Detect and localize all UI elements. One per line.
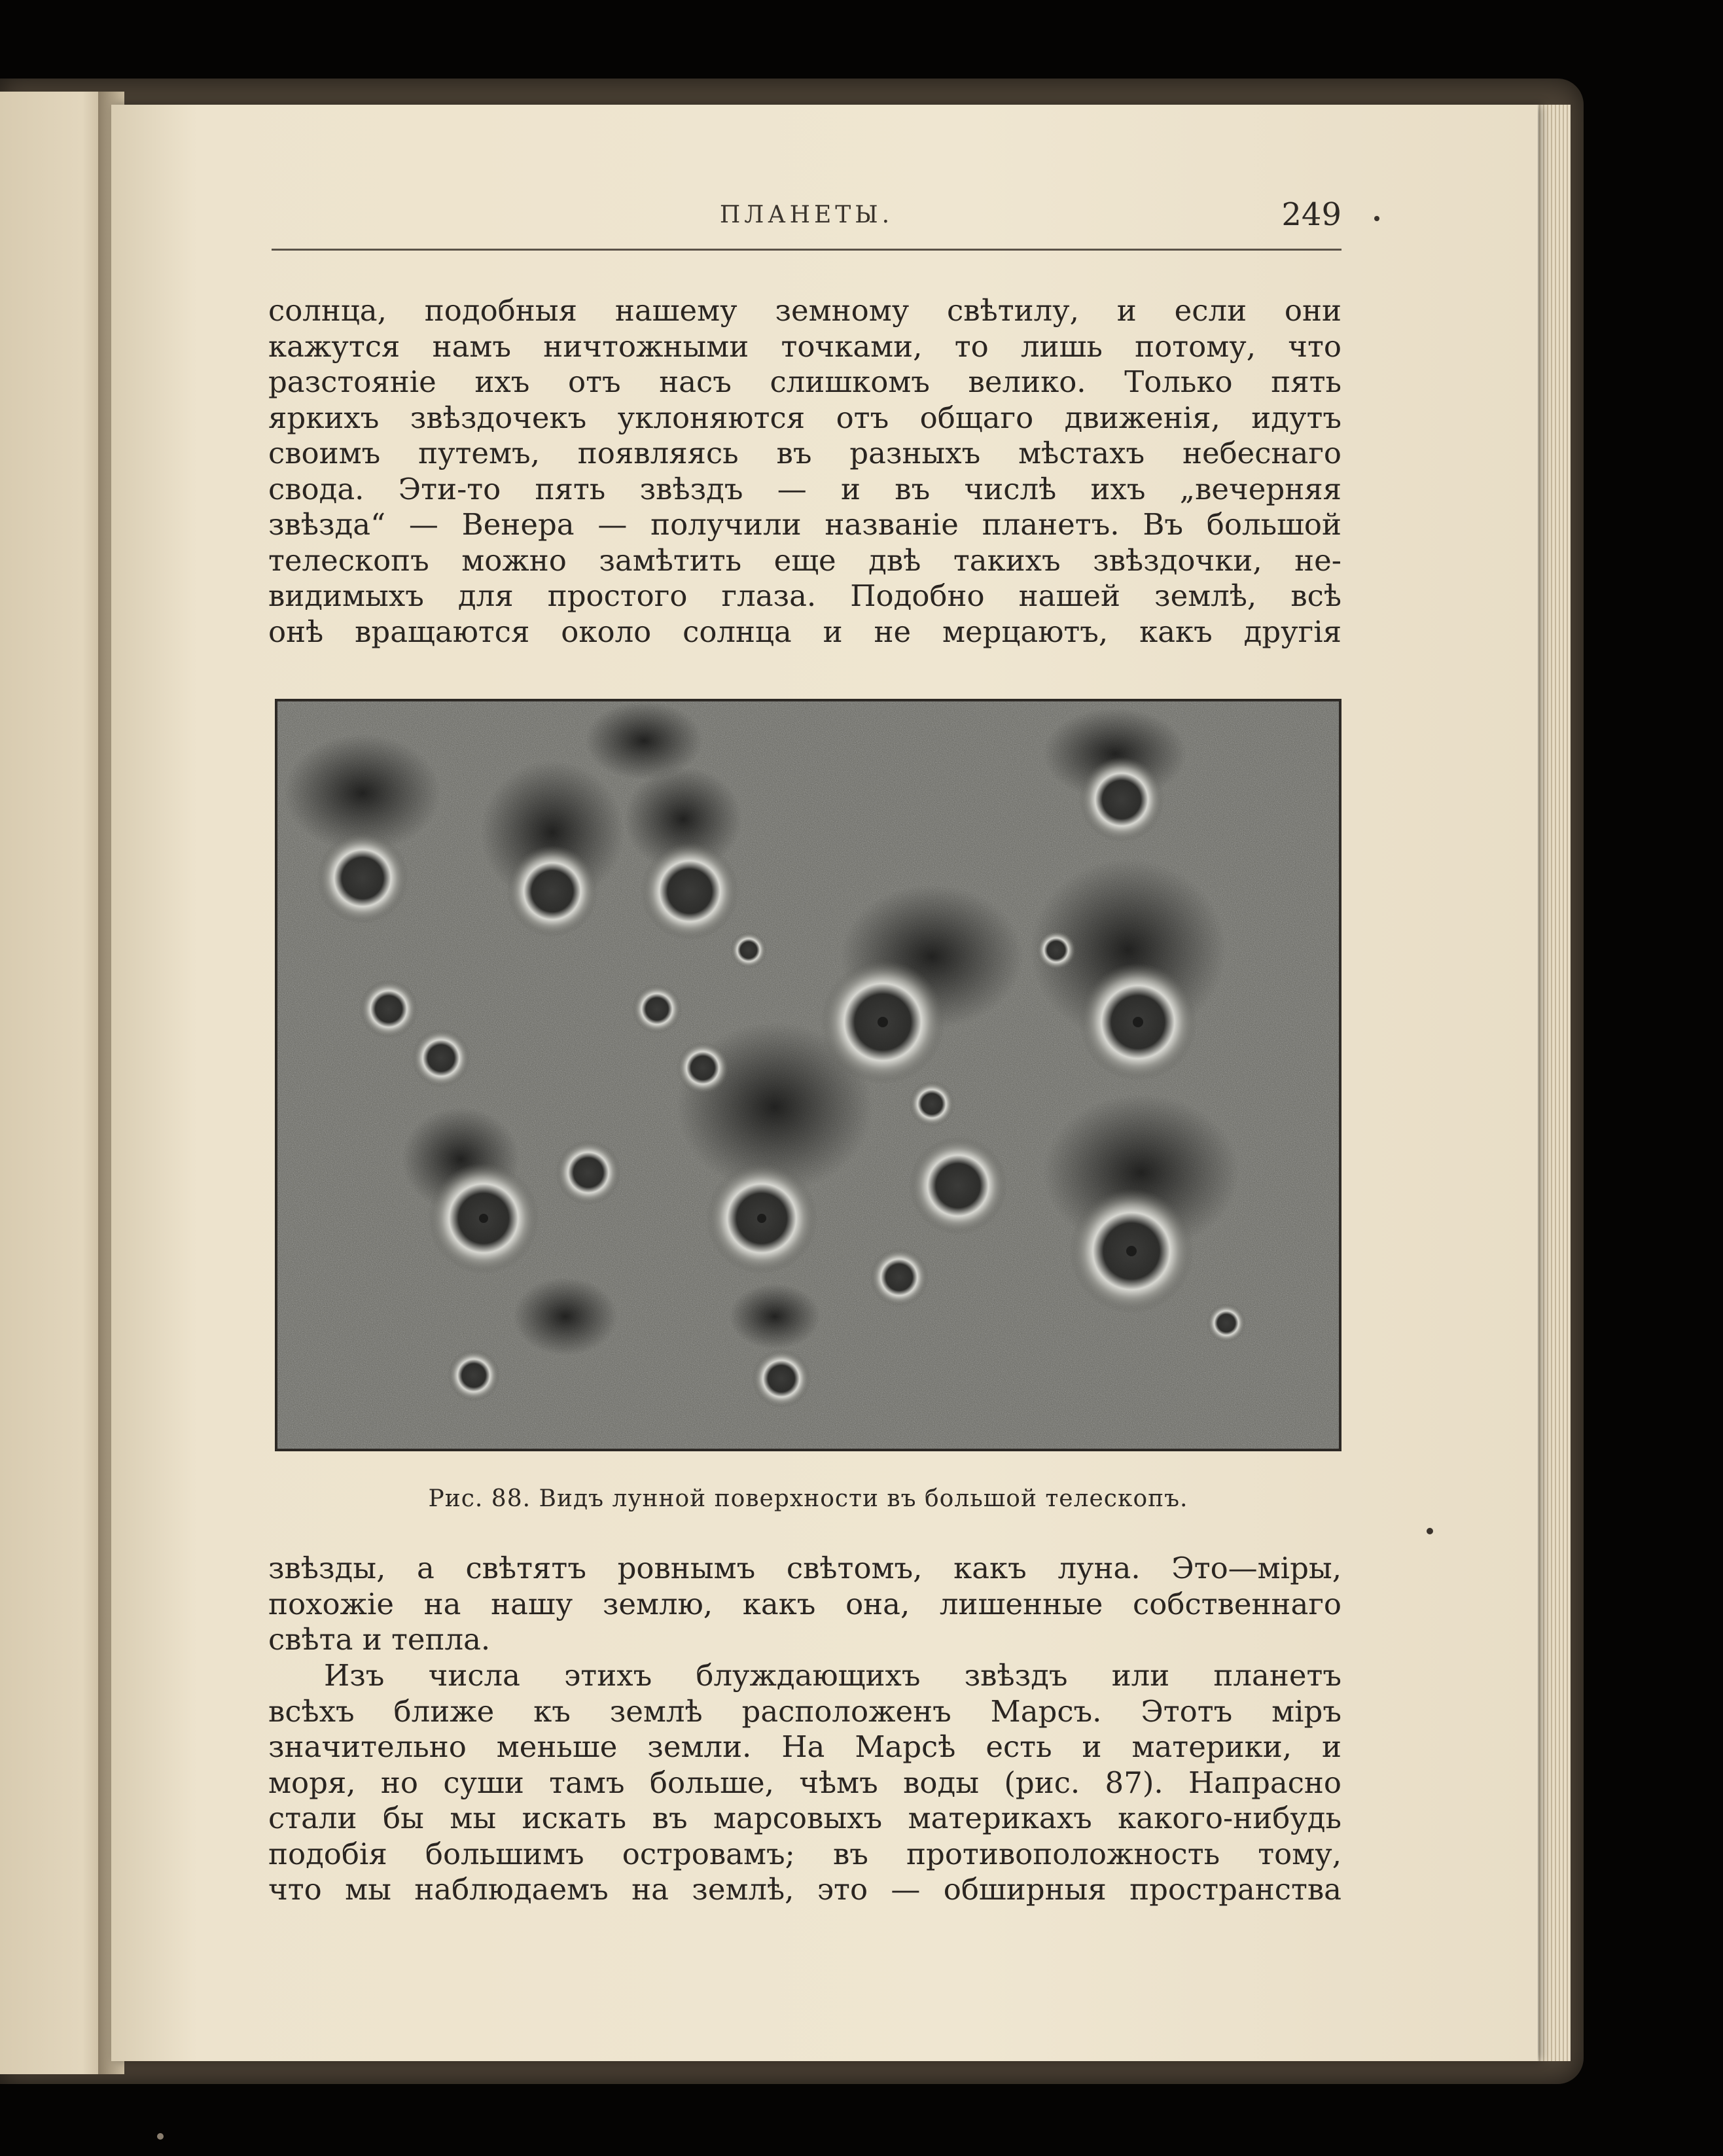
- text-line: значительно меньше земли. На Марсѣ есть и материки, и: [268, 1729, 1341, 1764]
- text-line: свѣта и тепла.: [268, 1622, 491, 1657]
- text-line: телескопъ можно замѣтить еще двѣ такихъ звѣздочки, не-: [268, 542, 1341, 578]
- text-line: свода. Эти-то пять звѣздъ — и въ числѣ ихъ „вечерняя: [268, 471, 1341, 506]
- text-line: моря, но суши тамъ больше, чѣмъ воды (рис. 87). Напрасно: [268, 1765, 1341, 1800]
- page-header: [272, 196, 1341, 251]
- figure-lunar-surface: [275, 699, 1341, 1451]
- text-line: онѣ вращаются около солнца и не мерцаютъ, какъ другiя: [268, 614, 1341, 649]
- text-line: подобiя большимъ островамъ; въ противоположность тому,: [268, 1836, 1341, 1871]
- text-line: звѣзда“ — Венера — получили названiе планетъ. Въ большой: [268, 507, 1341, 542]
- text-line: похожiе на нашу землю, какъ она, лишенные собственнаго: [268, 1586, 1341, 1621]
- text-line: кажутся намъ ничтожными точками, то лишь потому, что: [268, 328, 1341, 364]
- text-line: яркихъ звѣздочекъ уклоняются отъ общаго движенiя, идутъ: [268, 400, 1341, 435]
- page-number: 249: [1281, 196, 1341, 233]
- text-line: звѣзды, а свѣтятъ ровнымъ свѣтомъ, какъ луна. Это—мiры,: [268, 1551, 1341, 1585]
- text-line: солнца, подобныя нашему земному свѣтилу, и если они: [268, 293, 1341, 328]
- page-speck: [157, 2133, 164, 2140]
- text-line: своимъ путемъ, появляясь въ разныхъ мѣстахъ небеснаго: [268, 436, 1341, 470]
- text-line: стали бы мы искать въ марсовыхъ материкахъ какого-нибудь: [268, 1801, 1341, 1835]
- text-line: всѣхъ ближе къ землѣ расположенъ Марсъ. Этотъ мiръ: [268, 1693, 1341, 1729]
- text-line: Изъ числа этихъ блуждающихъ звѣздъ или планетъ: [324, 1658, 1341, 1693]
- lunar-surface-image: [277, 701, 1339, 1449]
- paragraph-top: [268, 293, 1341, 650]
- text-line: разстоянiе ихъ отъ насъ слишкомъ велико. Только пять: [268, 364, 1341, 399]
- text-line: видимыхъ для простого глаза. Подобно нашей землѣ, всѣ: [268, 578, 1341, 613]
- running-title: ПЛАНЕТЫ.: [719, 202, 894, 228]
- figure-caption: Рис. 88. Видъ лунной поверхности въ большой телескопъ.: [428, 1485, 1188, 1512]
- page-speck: [1427, 1528, 1433, 1534]
- paragraph-middle: [268, 1551, 1341, 1658]
- text-line: что мы наблюдаемъ на землѣ, это — обширныя пространства: [268, 1872, 1341, 1907]
- paragraph-bottom: [268, 1658, 1341, 1908]
- page-speck: [1374, 216, 1379, 221]
